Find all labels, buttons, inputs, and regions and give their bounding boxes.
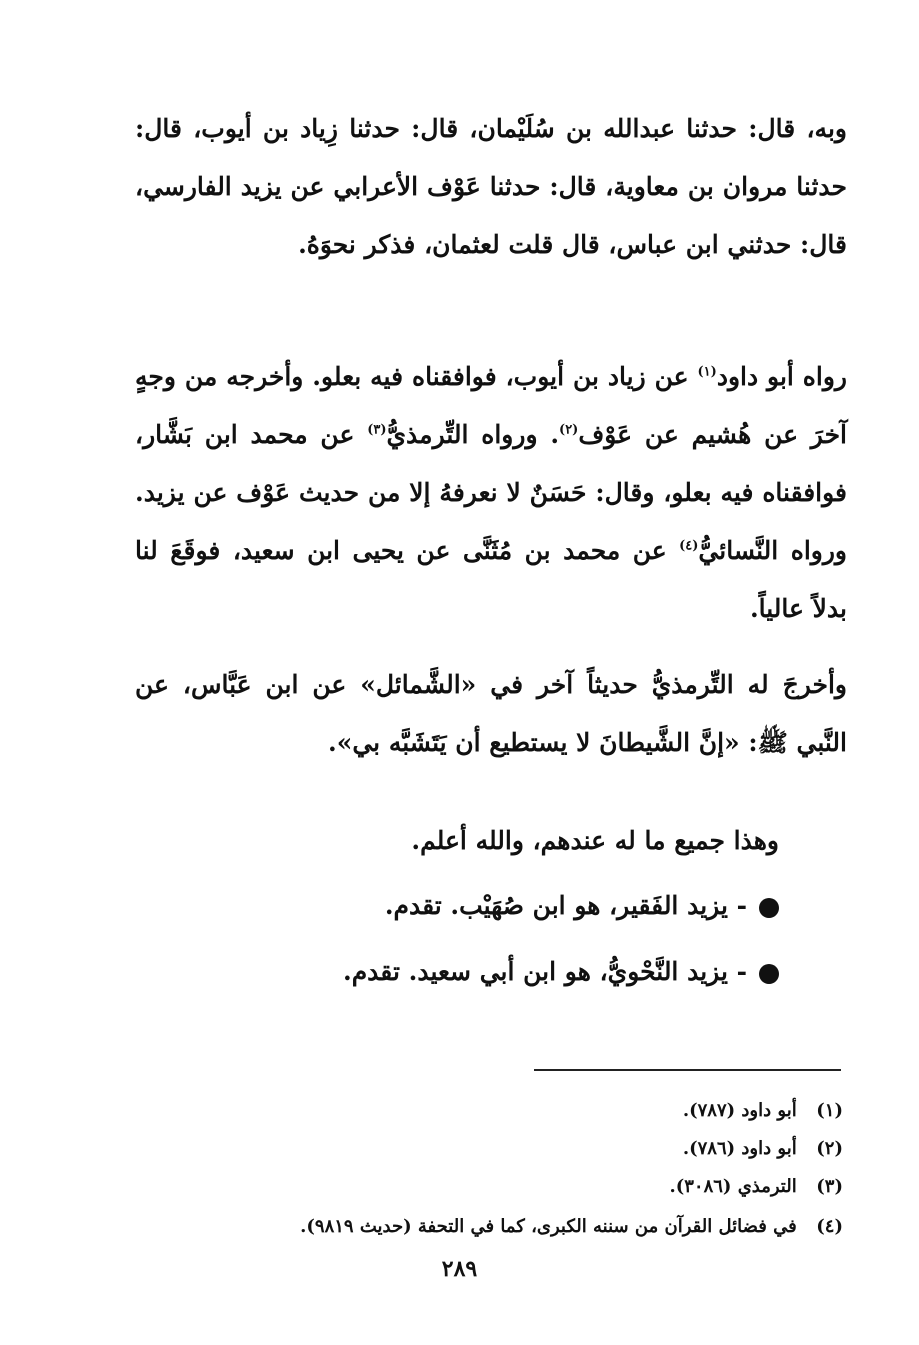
list-item-text: - يزيد النَّحْويُّ، هو ابن أبي سعيد. تقدم.: [343, 957, 747, 986]
paragraph-takhrij: [135, 348, 847, 638]
footnote: [135, 1134, 843, 1164]
footnote: [135, 1096, 843, 1126]
footnote-number: (٣): [816, 1176, 843, 1197]
footnote-ref-1: (١): [697, 364, 717, 380]
footnote-number: (١): [816, 1100, 843, 1121]
footnote: [135, 1212, 843, 1242]
footnote-number: (٢): [816, 1138, 843, 1159]
paragraph-isnad: وبه، قال: حدثنا عبدالله بن سُلَيْمان، قال: حدثنا زِياد بن أيوب، قال: حدثنا مروان بن معاوية، قال: حدثنا عَوْف الأعرابي عن يزيد الفارسي، قال: حدثني ابن عباس، قال قلت لعثمان، فذكر نحوَهُ.: [135, 114, 847, 259]
list-item: [135, 943, 779, 1001]
paragraph-shamail: وأخرجَ له التِّرمذيُّ حديثاً آخر في «الشَّمائل» عن ابن عَبَّاس، عن النَّبي ﷺ: «إنَّ الشَّيطانَ لا يستطيع أن يَتَشَبَّه بي».: [135, 670, 847, 757]
p2-text-c: . ورواه التِّرمذيُّ: [386, 420, 560, 449]
footnote-ref-4: (٤): [679, 538, 699, 554]
p2-text-b: عن زياد بن أيوب، فوافقناه فيه بعلو. وأخرجه من وجهٍ آخرَ عن هُشيم عن عَوْف: [135, 362, 848, 449]
footnote-text: أبو داود (٧٨٧).: [682, 1100, 797, 1121]
footnote-ref-3: (٣): [367, 422, 387, 438]
bullet-icon: [759, 964, 779, 984]
footnote-text: أبو داود (٧٨٦).: [682, 1138, 797, 1159]
footnote-ref-2: (٢): [559, 422, 579, 438]
footnote: [135, 1172, 843, 1202]
page-number: ٢٨٩: [441, 1256, 478, 1282]
list-item: [135, 877, 779, 935]
bullet-icon: [759, 898, 779, 918]
list-item-text: - يزيد الفَقير، هو ابن صُهَيْب. تقدم.: [384, 891, 747, 920]
footnote-text: الترمذي (٣٠٨٦).: [669, 1176, 797, 1197]
paragraph-closing: وهذا جميع ما له عندهم، والله أعلم.: [411, 826, 779, 855]
footnote-text: في فضائل القرآن من سننه الكبرى، كما في التحفة (حديث ٩٨١٩).: [300, 1216, 797, 1237]
p2-text-a: رواه أبو داود: [716, 362, 847, 391]
p2-text-d: عن محمد ابن بَشَّار، فوافقناه فيه بعلو، وقال: حَسَنٌ لا نعرفهُ إلا من حديث عَوْف عن يزيد. ورواه النَّسائيُّ: [135, 420, 847, 565]
p2-text-e: عن محمد بن مُثَنَّى عن يحيى ابن سعيد، فوقَعَ لنا بدلاً عالياً.: [135, 536, 847, 623]
footnote-divider: [534, 1069, 841, 1071]
footnote-number: (٤): [816, 1216, 843, 1237]
